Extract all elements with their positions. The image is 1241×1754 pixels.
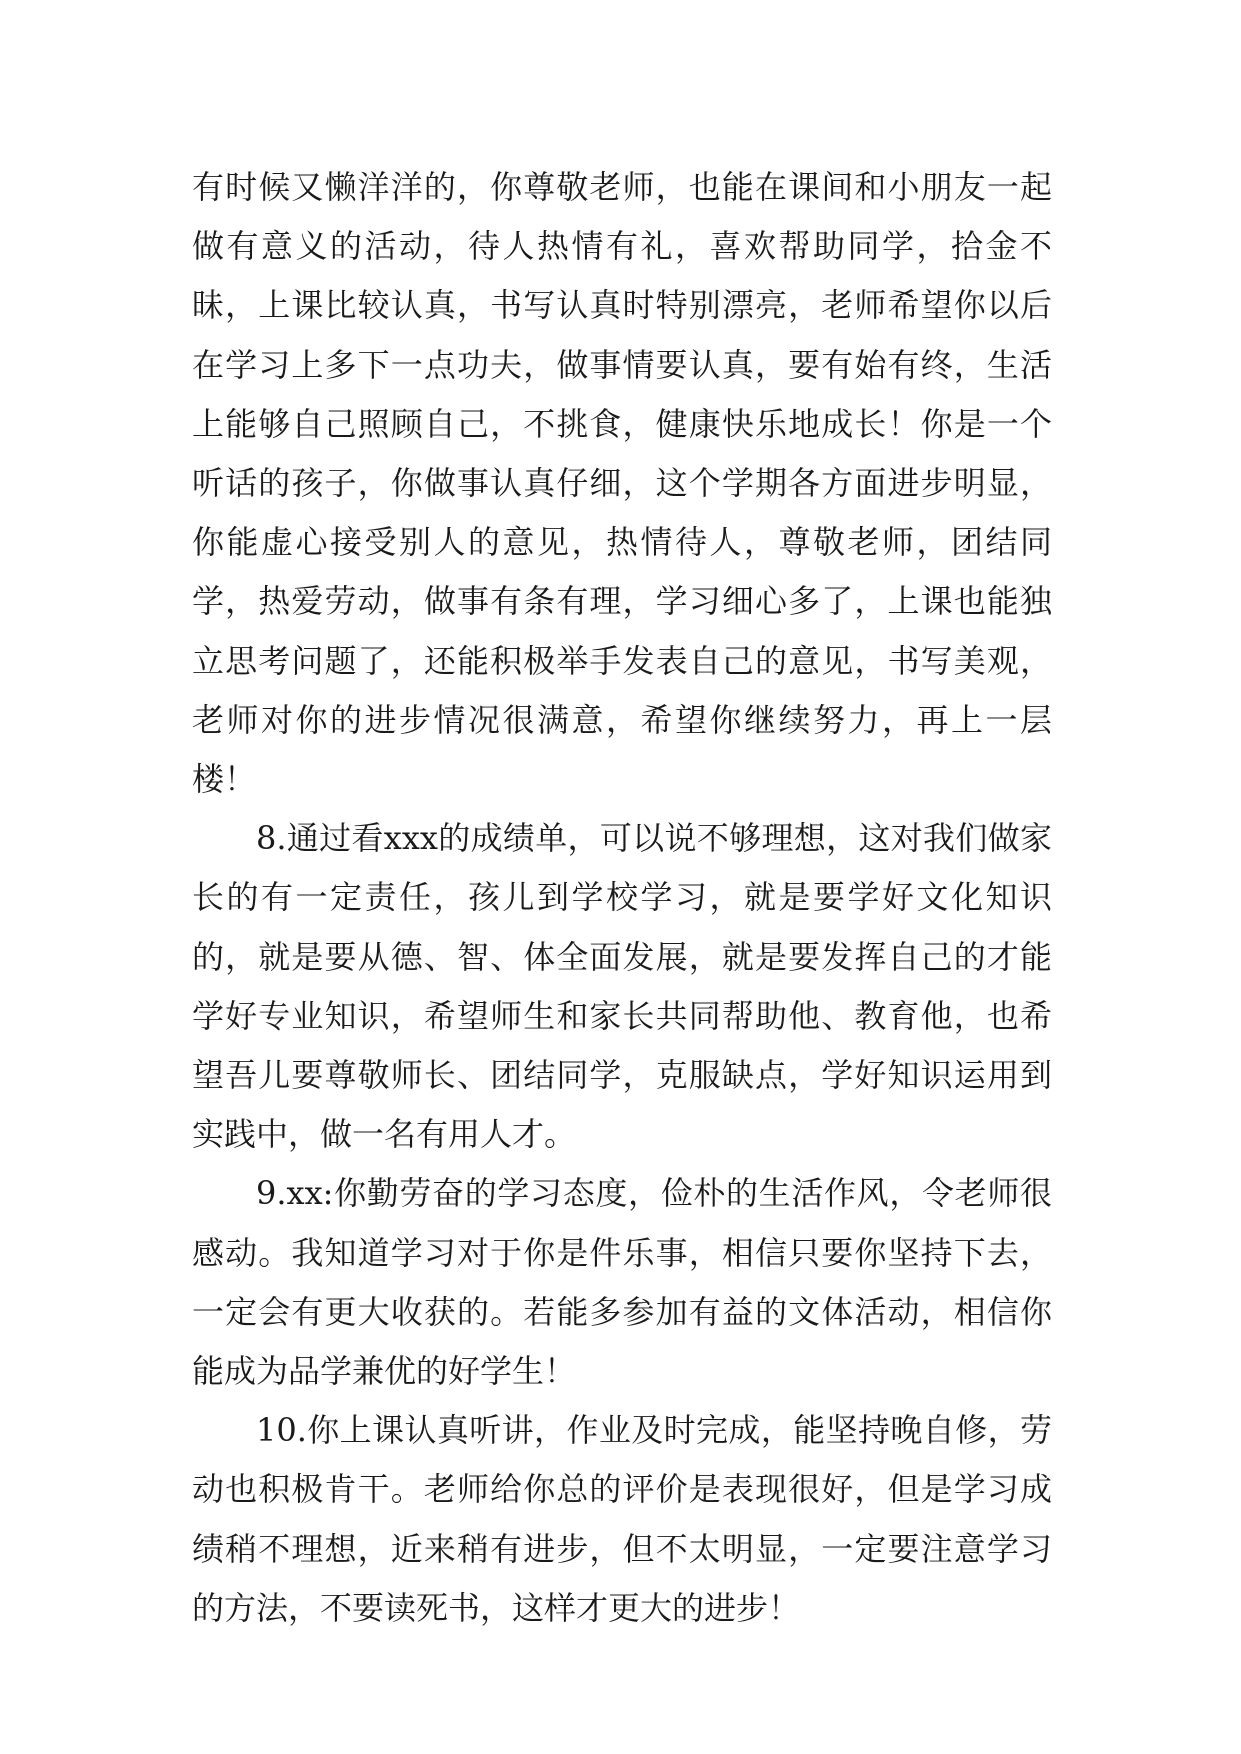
paragraph-continuation: 有时候又懒洋洋的，你尊敬老师，也能在课间和小朋友一起做有意义的活动，待人热情有礼，喜欢帮助同学，拾金不昧，上课比较认真，书写认真时特别漂亮，老师希望你以后在学习上多下一点功夫，做事情要认真，要有始有终，生活上能够自己照顾自己，不挑食，健康快乐地成长！你是一个听话的孩子，你做事认真仔细，这个学期各方面进步明显，你能虚心接受别人的意见，热情待人，尊敬老师，团结同学，热爱劳动，做事有条有理，学习细心多了，上课也能独立思考问题了，还能积极举手发表自己的意见，书写美观，老师对你的进步情况很满意，希望你继续努力，再上一层楼！ <box>192 168 1052 799</box>
paragraph-item-9: 9.xx:你勤劳奋的学习态度，俭朴的生活作风，令老师很感动。我知道学习对于你是件乐事，相信只要你坚持下去，一定会有更大收获的。若能多参加有益的文体活动，相信你能成为品学兼优的好学生！ <box>192 1174 1052 1391</box>
document-body <box>192 158 1052 1638</box>
paragraph-item-8: 8.通过看xxx的成绩单，可以说不够理想，这对我们做家长的有一定责任，孩儿到学校学习，就是要学好文化知识的，就是要从德、智、体全面发展，就是要发挥自己的才能学好专业知识，希望师生和家长共同帮助他、教育他，也希望吾儿要尊敬师长、团结同学，克服缺点，学好知识运用到实践中，做一名有用人才。 <box>192 819 1052 1154</box>
paragraph-item-10: 10.你上课认真听讲，作业及时完成，能坚持晚自修，劳动也积极肯干。老师给你总的评价是表现很好，但是学习成绩稍不理想，近来稍有进步，但不太明显，一定要注意学习的方法，不要读死书，这样才更大的进步！ <box>192 1411 1052 1627</box>
